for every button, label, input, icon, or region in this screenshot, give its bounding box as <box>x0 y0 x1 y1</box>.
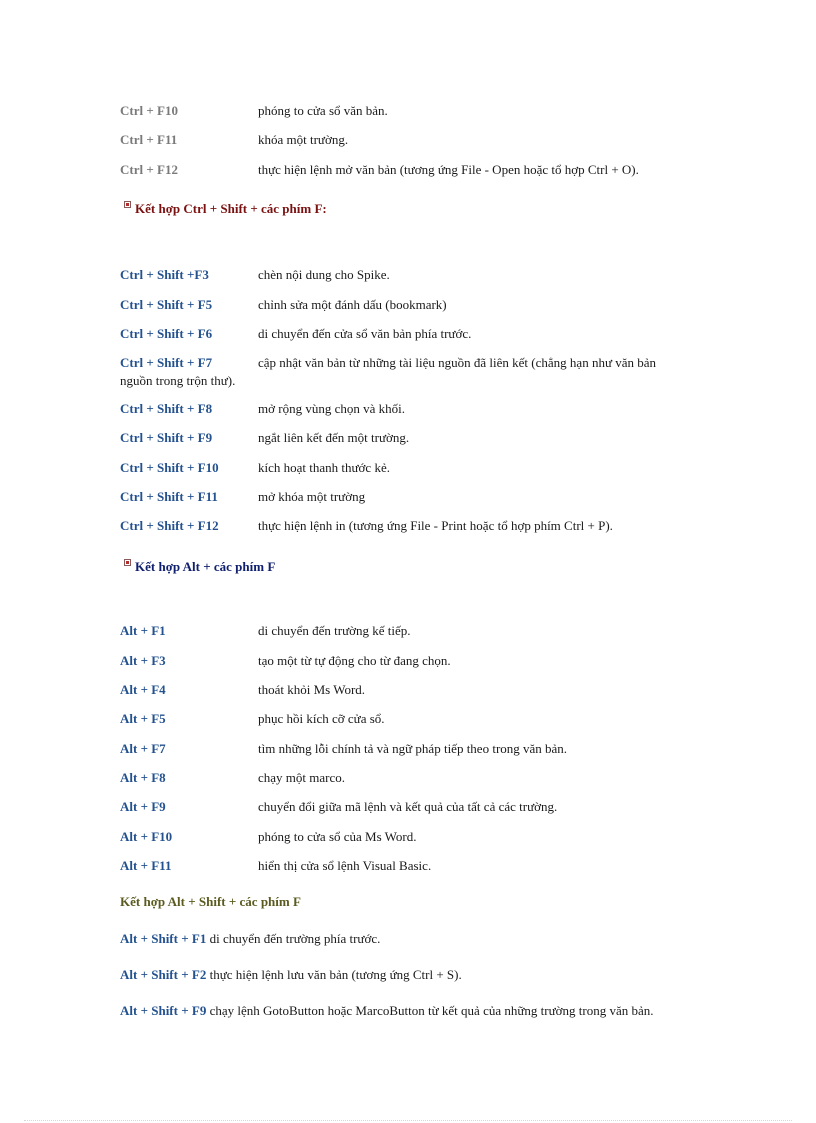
shortcut-key: Ctrl + F12 <box>120 162 178 177</box>
shortcut-row <box>120 681 680 699</box>
shortcut-desc: chạy một marco. <box>258 770 345 785</box>
shortcut-key: Alt + F8 <box>120 770 166 785</box>
shortcut-row <box>120 325 680 343</box>
shortcut-desc: chèn nội dung cho Spike. <box>258 267 390 282</box>
shortcut-row <box>120 857 680 875</box>
shortcut-row <box>120 488 680 506</box>
bullet-icon <box>124 559 131 566</box>
section-title: Kết hợp Alt + Shift + các phím F <box>120 894 301 909</box>
shortcut-desc: di chuyển đến trường kế tiếp. <box>258 623 411 638</box>
shortcut-desc: di chuyển đến cửa sổ văn bản phía trước. <box>258 326 472 341</box>
section-heading-alt <box>124 558 275 576</box>
shortcut-desc: tạo một từ tự động cho từ đang chọn. <box>258 653 451 668</box>
section-title: Kết hợp Ctrl + Shift + các phím F: <box>135 201 327 216</box>
shortcut-row <box>120 798 680 816</box>
shortcut-key: Alt + F3 <box>120 653 166 668</box>
shortcut-key: Ctrl + Shift + F7 <box>120 355 213 370</box>
page-divider <box>24 1120 792 1121</box>
section-title: Kết hợp Alt + các phím F <box>135 559 276 574</box>
shortcut-key: Ctrl + Shift + F10 <box>120 460 219 475</box>
shortcut-row <box>120 740 680 758</box>
shortcut-row <box>120 966 680 984</box>
shortcut-desc: mở khóa một trường <box>258 489 366 504</box>
shortcut-key: Ctrl + F10 <box>120 103 178 118</box>
shortcut-row <box>120 1002 680 1020</box>
shortcut-key: Ctrl + Shift + F5 <box>120 297 213 312</box>
shortcut-key: Ctrl + Shift + F6 <box>120 326 213 341</box>
shortcut-key: Alt + F5 <box>120 711 166 726</box>
shortcut-key: Alt + F7 <box>120 741 166 756</box>
shortcut-row <box>120 161 680 179</box>
shortcut-desc: phục hồi kích cỡ cửa sổ. <box>258 711 385 726</box>
shortcut-row <box>120 769 680 787</box>
shortcut-row <box>120 622 680 640</box>
shortcut-key: Ctrl + Shift +F3 <box>120 267 209 282</box>
shortcut-key: Alt + F11 <box>120 858 172 873</box>
shortcut-desc: tìm những lỗi chính tả và ngữ pháp tiếp theo trong văn bản. <box>258 741 568 756</box>
shortcut-row <box>120 102 680 120</box>
shortcut-desc: kích hoạt thanh thước kẻ. <box>258 460 390 475</box>
shortcut-desc: thoát khỏi Ms Word. <box>258 682 366 697</box>
shortcut-desc: thực hiện lệnh mở văn bản (tương ứng File - Open hoặc tổ hợp Ctrl + O). <box>258 162 639 177</box>
shortcut-key: Alt + F4 <box>120 682 166 697</box>
shortcut-key: Alt + F1 <box>120 623 166 638</box>
shortcut-row <box>120 710 680 728</box>
shortcut-desc: thực hiện lệnh lưu văn bản (tương ứng Ctrl + S). <box>209 967 462 982</box>
shortcut-desc: mở rộng vùng chọn và khối. <box>258 401 405 416</box>
shortcut-key: Alt + Shift + F1 <box>120 931 207 946</box>
shortcut-desc: thực hiện lệnh in (tương ứng File - Print hoặc tổ hợp phím Ctrl + P). <box>258 518 613 533</box>
shortcut-row <box>120 652 680 670</box>
shortcut-desc: chỉnh sửa một đánh dấu (bookmark) <box>258 297 447 312</box>
section-heading-alt-shift <box>120 893 301 911</box>
shortcut-row <box>120 930 680 948</box>
shortcut-desc: chuyển đổi giữa mã lệnh và kết quả của tất cả các trường. <box>258 799 558 814</box>
shortcut-row <box>120 266 680 284</box>
shortcut-desc: di chuyển đến trường phía trước. <box>209 931 381 946</box>
shortcut-key: Ctrl + Shift + F9 <box>120 430 213 445</box>
shortcut-key: Alt + F10 <box>120 829 173 844</box>
shortcut-row <box>120 429 680 447</box>
shortcut-key: Alt + F9 <box>120 799 166 814</box>
shortcut-row <box>120 517 680 535</box>
shortcut-row <box>120 828 680 846</box>
shortcut-desc: phóng to cửa sổ của Ms Word. <box>258 829 417 844</box>
shortcut-desc: ngắt liên kết đến một trường. <box>258 430 410 445</box>
shortcut-row <box>120 400 680 418</box>
shortcut-key: Ctrl + F11 <box>120 132 178 147</box>
shortcut-desc: phóng to cửa sổ văn bản. <box>258 103 388 118</box>
shortcut-key: Ctrl + Shift + F12 <box>120 518 219 533</box>
shortcut-desc: hiển thị cửa sổ lệnh Visual Basic. <box>258 858 432 873</box>
shortcut-row <box>120 131 680 149</box>
shortcut-key: Alt + Shift + F9 <box>120 1003 207 1018</box>
shortcut-row <box>120 354 676 390</box>
bullet-icon <box>124 201 131 208</box>
shortcut-key: Ctrl + Shift + F11 <box>120 489 218 504</box>
shortcut-desc: khóa một trường. <box>258 132 349 147</box>
shortcut-key: Ctrl + Shift + F8 <box>120 401 213 416</box>
section-heading-ctrl-shift <box>124 200 327 218</box>
shortcut-row <box>120 296 680 314</box>
shortcut-key: Alt + Shift + F2 <box>120 967 207 982</box>
shortcut-desc: cập nhật văn bản từ những tài liệu nguồn đã liên kết (chẳng hạn như văn bản nguồn trong trộn thư). <box>120 355 657 388</box>
shortcut-row <box>120 459 680 477</box>
shortcut-desc: chạy lệnh GotoButton hoặc MarcoButton từ kết quả của những trường trong văn bản. <box>209 1003 654 1018</box>
